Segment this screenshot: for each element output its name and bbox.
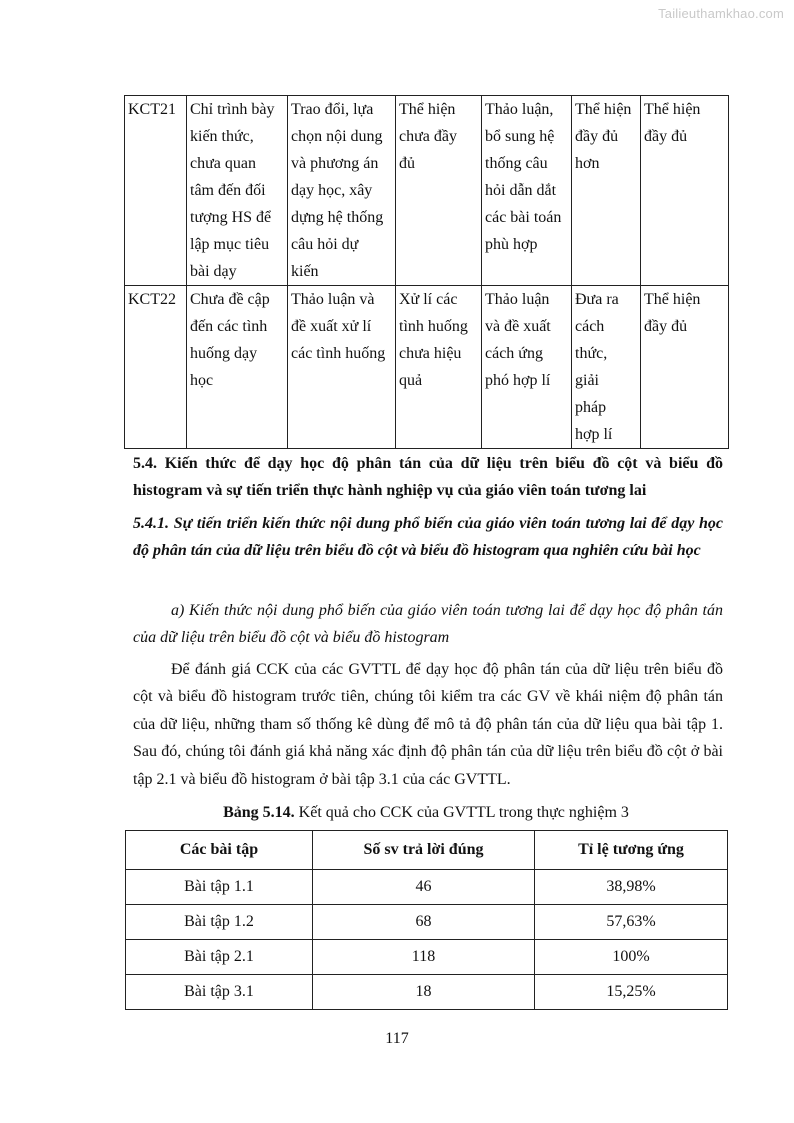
body-paragraph: Để đánh giá CCK của các GVTTL để dạy học độ phân tán của dữ liệu trên biểu đồ cột và biểu đồ histogram trước tiên, chúng tôi kiểm tra các GV về khái niệm độ phân tán của dữ liệu, những tham số thống kê dùng để mô tả độ phân tán của dữ liệu qua bài tập 1. Sau đó, chúng tôi đánh giá khả năng xác định độ phân tán của dữ liệu trên biểu đồ cột ở bài tập 2.1 và biểu đồ histogram ở bài tập 3.1 của các GVTTL.	[133, 661, 723, 788]
table-cell: 68	[313, 905, 535, 940]
column-header: Tỉ lệ tương ứng	[535, 831, 728, 870]
table-cell: 15,25%	[535, 975, 728, 1010]
table-cell: Thể hiện chưa đầy đủ	[396, 96, 482, 286]
table-cell: 46	[313, 870, 535, 905]
table-cell: 38,98%	[535, 870, 728, 905]
table-cell: 18	[313, 975, 535, 1010]
results-table	[125, 830, 728, 1010]
watermark: Tailieuthamkhao.com	[658, 6, 784, 21]
column-header: Số sv trả lời đúng	[313, 831, 535, 870]
table-cell: Thảo luận và đề xuất xử lí các tình huống	[288, 286, 396, 449]
table-cell: Thể hiện đầy đủ hơn	[572, 96, 641, 286]
table-cell: 100%	[535, 940, 728, 975]
table-cell: Chưa đề cập đến các tình huống dạy học	[187, 286, 288, 449]
table-cell: Đưa ra cách thức, giải pháp hợp lí	[572, 286, 641, 449]
caption-label: Bảng 5.14.	[223, 804, 295, 821]
table-header-row	[126, 831, 728, 870]
column-header: Các bài tập	[126, 831, 313, 870]
row-code: KCT22	[125, 286, 187, 449]
subsection-heading: 5.4.1. Sự tiến triển kiến thức nội dung phổ biến của giáo viên toán tương lai để dạy học độ phân tán của dữ liệu trên biểu đồ cột và biểu đồ histogram qua nghiên cứu bài học	[133, 515, 723, 560]
table-cell: Bài tập 1.1	[126, 870, 313, 905]
item-a-heading: a) Kiến thức nội dung phổ biến của giáo viên toán tương lai để dạy học độ phân tán của dữ liệu trên biểu đồ cột và biểu đồ histogram	[133, 602, 723, 647]
table-row	[125, 286, 729, 449]
table-cell: Trao đổi, lựa chọn nội dung và phương án dạy học, xây dựng hệ thống câu hỏi dự kiến	[288, 96, 396, 286]
section-heading: 5.4. Kiến thức để dạy học độ phân tán của dữ liệu trên biểu đồ cột và biểu đồ histogram và sự tiến triển thực hành nghiệp vụ của giáo viên toán tương lai	[133, 455, 723, 500]
competency-table	[124, 95, 729, 449]
table-cell: 57,63%	[535, 905, 728, 940]
table-cell: Chỉ trình bày kiến thức, chưa quan tâm đến đối tượng HS để lập mục tiêu bài dạy	[187, 96, 288, 286]
table-row	[126, 870, 728, 905]
table-caption	[124, 802, 728, 824]
row-code: KCT21	[125, 96, 187, 286]
table-cell: Thể hiện đầy đủ	[641, 286, 729, 449]
table-cell: Xử lí các tình huống chưa hiệu quả	[396, 286, 482, 449]
table-cell: Bài tập 3.1	[126, 975, 313, 1010]
table-cell: Thể hiện đầy đủ	[641, 96, 729, 286]
table-row	[125, 96, 729, 286]
caption-text: Kết quả cho CCK của GVTTL trong thực nghiệm 3	[294, 804, 629, 821]
table-cell: Thảo luận, bổ sung hệ thống câu hỏi dẫn dắt các bài toán phù hợp	[482, 96, 572, 286]
table-cell: Bài tập 2.1	[126, 940, 313, 975]
table-row	[126, 975, 728, 1010]
table-row	[126, 940, 728, 975]
table-row	[126, 905, 728, 940]
table-cell: 118	[313, 940, 535, 975]
table-cell: Bài tập 1.2	[126, 905, 313, 940]
page-number: 117	[385, 1030, 409, 1047]
table-cell: Thảo luận và đề xuất cách ứng phó hợp lí	[482, 286, 572, 449]
